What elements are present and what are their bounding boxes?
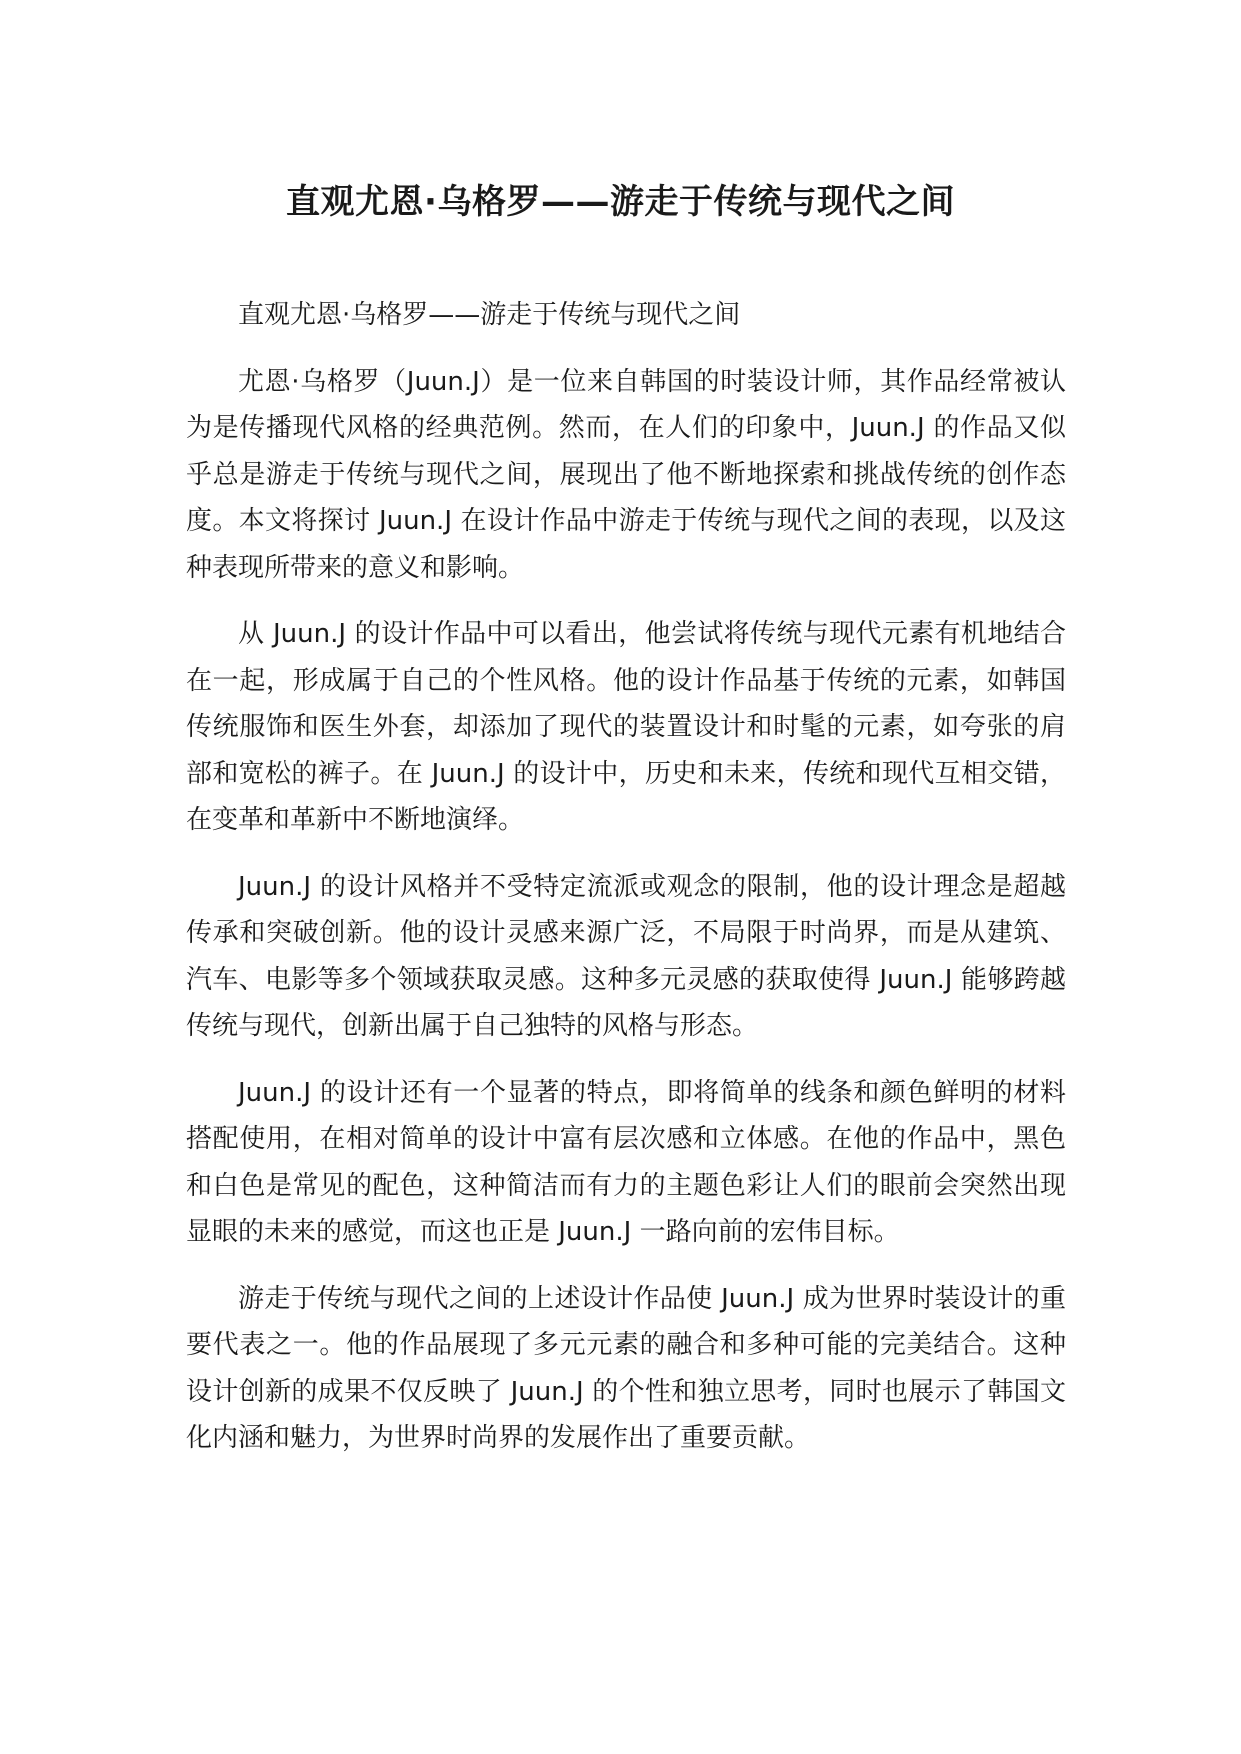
- paragraph-4: Juun.J 的设计还有一个显著的特点，即将简单的线条和颜色鲜明的材料搭配使用，在相对简单的设计中富有层次感和立体感。在他的作品中，黑色和白色是常见的配色，这种简洁而有力的主题色彩让人们的眼前会突然出现显眼的未来的感觉，而这也正是 Juun.J 一路向前的宏伟目标。: [186, 1077, 1066, 1247]
- document-title: 直观尤恩·乌格罗——游走于传统与现代之间: [286, 182, 955, 222]
- paragraph-5: 游走于传统与现代之间的上述设计作品使 Juun.J 成为世界时装设计的重要代表之一。他的作品展现了多元元素的融合和多种可能的完美结合。这种设计创新的成果不仅反映了 Juun.J 的个性和独立思考，同时也展示了韩国文化内涵和魅力，为世界时尚界的发展作出了重要贡献。: [186, 1283, 1066, 1453]
- document-body: [186, 292, 1066, 1482]
- paragraph-2: 从 Juun.J 的设计作品中可以看出，他尝试将传统与现代元素有机地结合在一起，形成属于自己的个性风格。他的设计作品基于传统的元素，如韩国传统服饰和医生外套，却添加了现代的装置设计和时髦的元素，如夸张的肩部和宽松的裤子。在 Juun.J 的设计中，历史和未来，传统和现代互相交错，在变革和革新中不断地演绎。: [186, 619, 1066, 835]
- paragraph-3: Juun.J 的设计风格并不受特定流派或观念的限制，他的设计理念是超越传承和突破创新。他的设计灵感来源广泛，不局限于时尚界，而是从建筑、汽车、电影等多个领域获取灵感。这种多元灵感的获取使得 Juun.J 能够跨越传统与现代，创新出属于自己独特的风格与形态。: [186, 871, 1066, 1041]
- paragraph-1: 尤恩·乌格罗（Juun.J）是一位来自韩国的时装设计师，其作品经常被认为是传播现代风格的经典范例。然而，在人们的印象中，Juun.J 的作品又似乎总是游走于传统与现代之间，展现出了他不断地探索和挑战传统的创作态度。本文将探讨 Juun.J 在设计作品中游走于传统与现代之间的表现，以及这种表现所带来的意义和影响。: [186, 366, 1066, 583]
- document-subtitle: 直观尤恩·乌格罗——游走于传统与现代之间: [238, 300, 741, 330]
